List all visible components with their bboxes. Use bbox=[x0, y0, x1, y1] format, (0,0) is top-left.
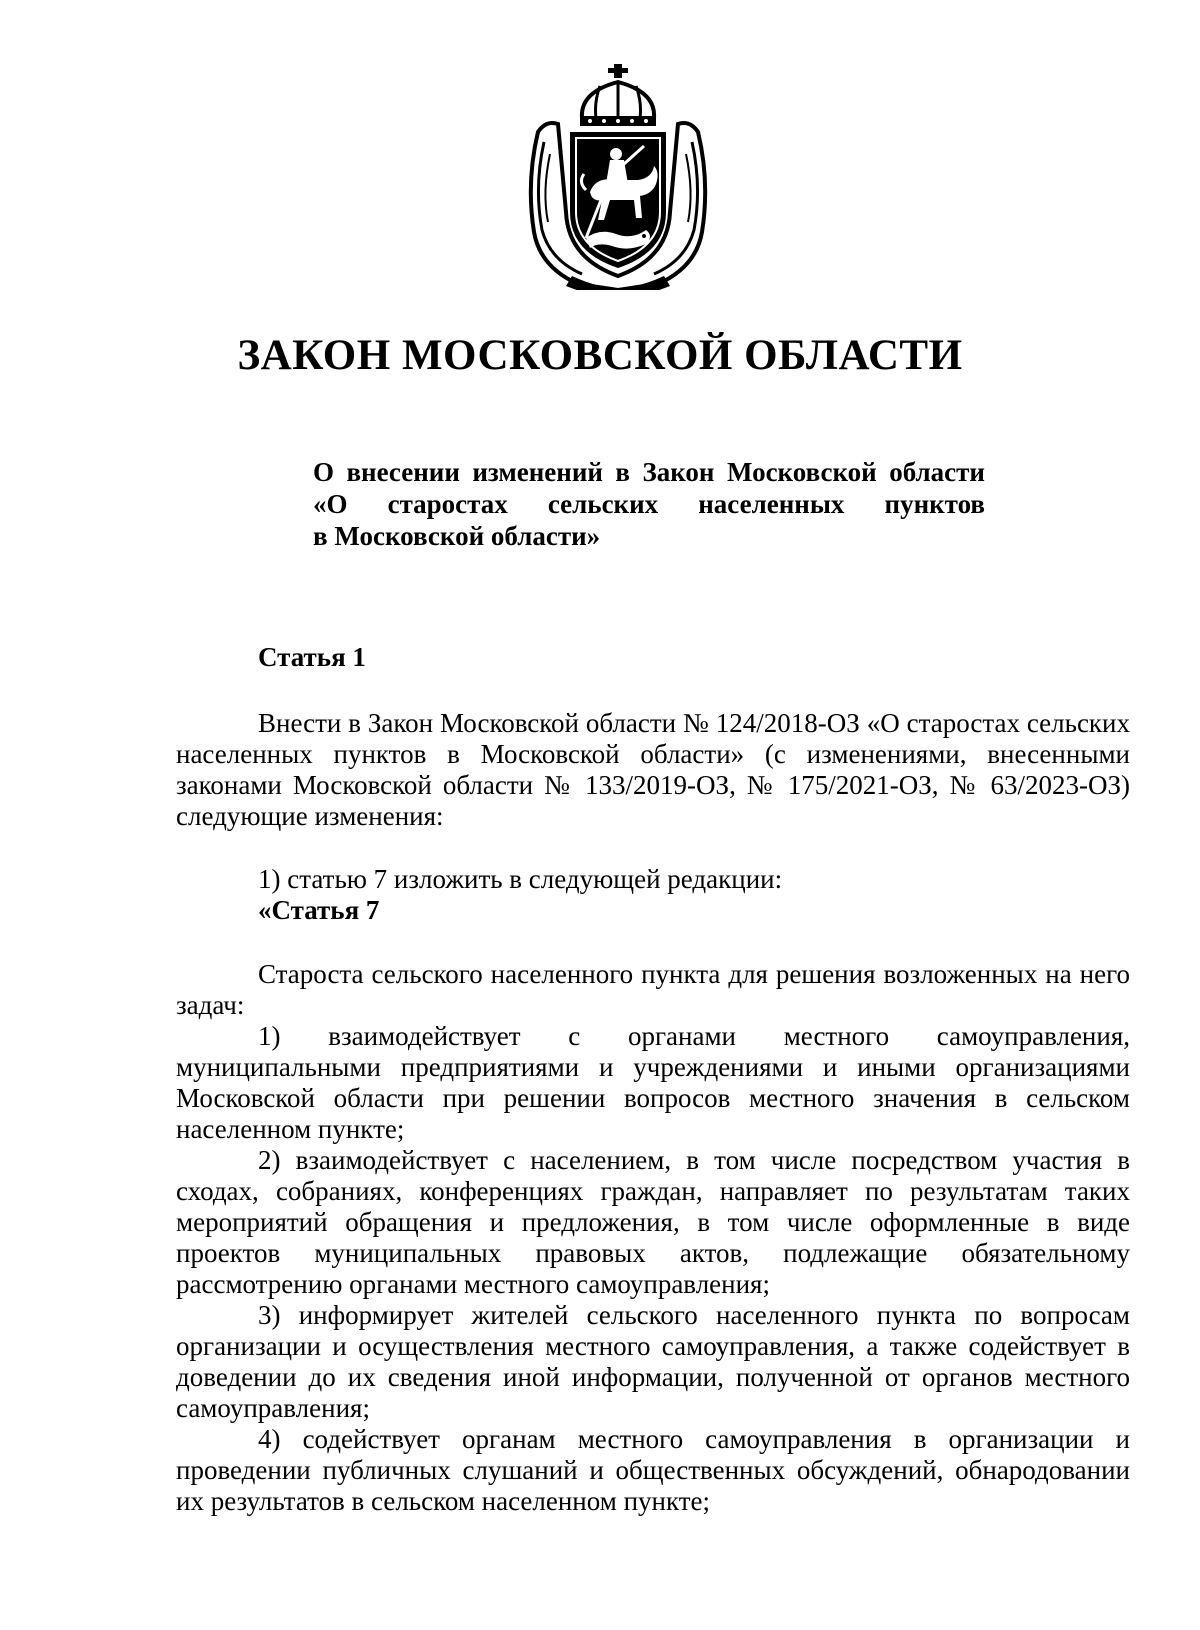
law-subject-line-1: О внесении изменений в Закон Московской области bbox=[313, 457, 985, 487]
amended-article-heading: «Статья 7 bbox=[258, 895, 380, 925]
law-subject bbox=[313, 456, 985, 552]
coat-of-arms-icon bbox=[520, 62, 716, 290]
article-heading: Статья 1 bbox=[258, 642, 366, 672]
duty-item-2: 2) взаимодействует с населением, в том числе посредством участия в сходах, собраниях, конференциях граждан, направляет по результатам таких мероприятий обращения и предложения, в том числе оформленные в виде проектов муниципальных правовых актов, подлежащие обязательному рассмотрению органами местного самоуправления; bbox=[176, 1145, 1130, 1299]
duties-section bbox=[176, 959, 1130, 1517]
intro-section bbox=[176, 708, 1130, 832]
change-1-section bbox=[176, 864, 1130, 926]
duty-item-1: 1) взаимодействует с органами местного самоуправления, муниципальными предприятиями и учреждениями и иными организациями Московской области при решении вопросов местного значения в сельском населенном пункте; bbox=[176, 1021, 1130, 1144]
intro-paragraph: Внести в Закон Московской области № 124/2018-ОЗ «О старостах сельских населенных пунктов в Московской области» (с изменениями, внесенными законами Московской области № 133/2019-ОЗ, № 175/2021-ОЗ, № 63/2023-ОЗ) следующие изменения: bbox=[176, 708, 1130, 831]
change-1-lead: 1) статью 7 изложить в следующей редакции: bbox=[258, 864, 783, 894]
law-subject-line-2: «О старостах сельских населенных пунктов bbox=[313, 489, 985, 519]
law-title: ЗАКОН МОСКОВСКОЙ ОБЛАСТИ bbox=[237, 332, 963, 379]
duties-intro: Староста сельского населенного пункта для решения возложенных на него задач: bbox=[176, 959, 1130, 1020]
law-subject-line-3: в Московской области» bbox=[313, 521, 601, 551]
duty-item-4: 4) содействует органам местного самоуправления в организации и проведении публичных слушаний и общественных обсуждений, обнародовании их результатов в сельском населенном пункте; bbox=[176, 1424, 1130, 1516]
duty-item-3: 3) информирует жителей сельского населенного пункта по вопросам организации и осуществления местного самоуправления, а также содействует в доведении до их сведения иной информации, полученной от органов местного самоуправления; bbox=[176, 1300, 1130, 1423]
